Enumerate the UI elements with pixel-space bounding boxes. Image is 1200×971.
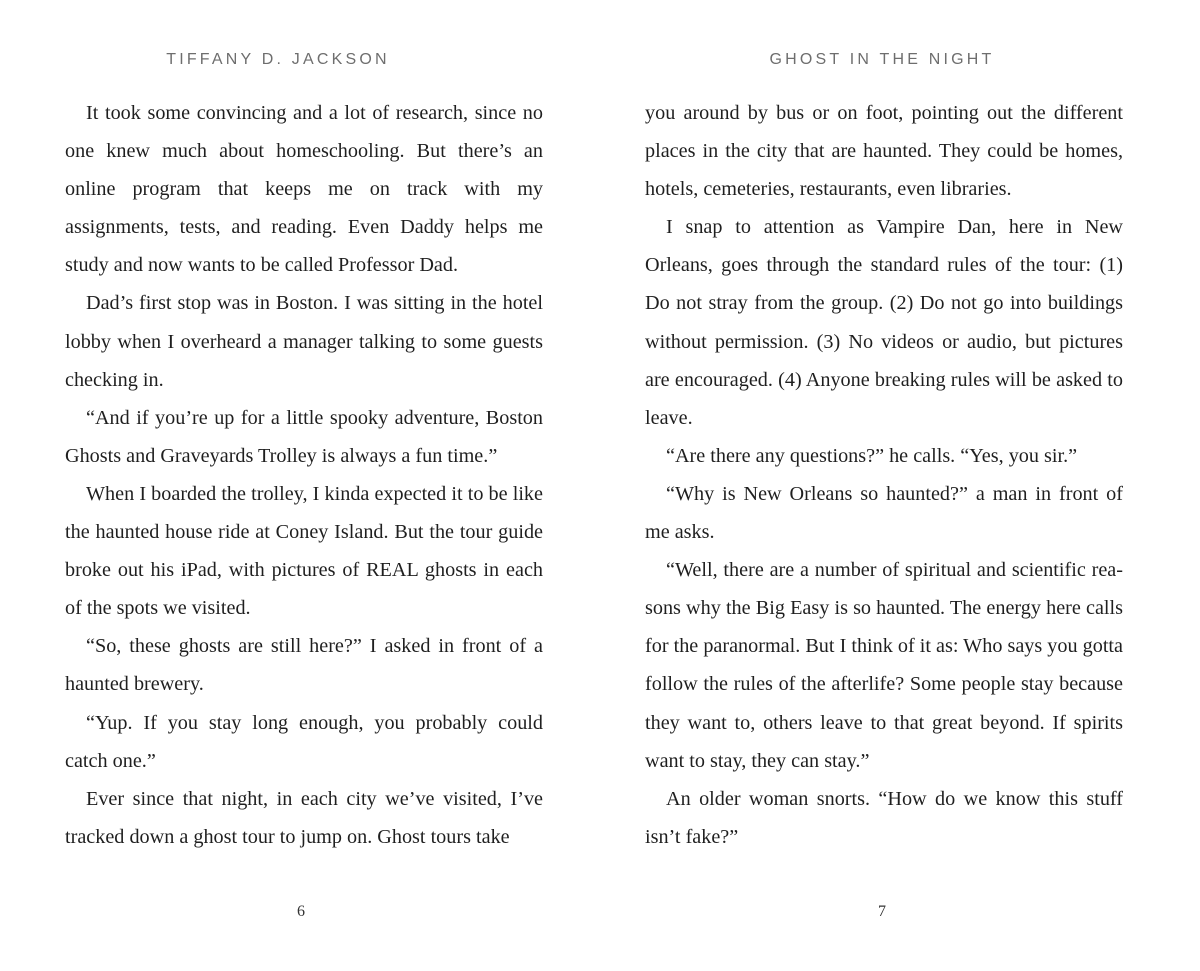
paragraph: “Yup. If you stay long enough, you probably could catch one.” <box>65 711 543 772</box>
paragraph: Dad’s first stop was in Boston. I was sitting in the hotel lobby when I overheard a manager talking to some guests checking in. <box>65 292 543 391</box>
paragraph: When I boarded the trolley, I kinda expected it to be like the haunted house ride at Coney Island. But the tour guide broke out his iPad, with pictures of REAL ghosts in each of the spots we visited. <box>65 482 543 620</box>
running-head-title: GHOST IN THE NIGHT <box>769 51 995 68</box>
left-page-body <box>65 94 543 856</box>
page-number: 7 <box>878 903 886 920</box>
paragraph: Ever since that night, in each city we’ve visited, I’ve tracked down a ghost tour to jump on. Ghost tours take <box>65 787 543 848</box>
paragraph: you around by bus or on foot, pointing out the different places in the city that are haunted. They could be homes, hotels, cemeteries, restaurants, even libraries. <box>645 102 1123 201</box>
paragraph: “And if you’re up for a little spooky adventure, Boston Ghosts and Graveyards Trolley is always a fun time.” <box>65 406 543 467</box>
paragraph: It took some convincing and a lot of research, since no one knew much about homeschooling. But there’s an online program that keeps me on track with my assignments, tests, and reading. Even Daddy helps me study and now wants to be called Professor Dad. <box>65 102 543 277</box>
running-head-author: TIFFANY D. JACKSON <box>166 51 390 68</box>
left-page <box>65 0 543 971</box>
paragraph: “Well, there are a number of spiritual and scientific reasons why the Big Easy is so haunted. The energy here calls for the paranormal. But I think of it as: Who says you gotta follow the rules of the afterlife? Some people stay because they want to, others leave to that great beyond. If spirits want to stay, they can stay.” <box>645 559 1123 772</box>
right-page-body <box>645 94 1123 856</box>
paragraph: An older woman snorts. “How do we know this stuff isn’t fake?” <box>645 787 1123 848</box>
right-page <box>645 0 1123 971</box>
paragraph: “Are there any questions?” he calls. “Yes, you sir.” <box>666 444 1078 467</box>
page-number: 6 <box>297 903 305 920</box>
paragraph: “So, these ghosts are still here?” I asked in front of a haunted brewery. <box>65 635 543 696</box>
paragraph: I snap to attention as Vampire Dan, here in New Orleans, goes through the standard rules of the tour: (1) Do not stray from the group. (2) Do not go into buildings without permission. (3) No videos or audio, but pictures are encouraged. (4) Anyone breaking rules will be asked to leave. <box>645 216 1123 429</box>
paragraph: “Why is New Orleans so haunted?” a man in front of me asks. <box>645 482 1123 544</box>
